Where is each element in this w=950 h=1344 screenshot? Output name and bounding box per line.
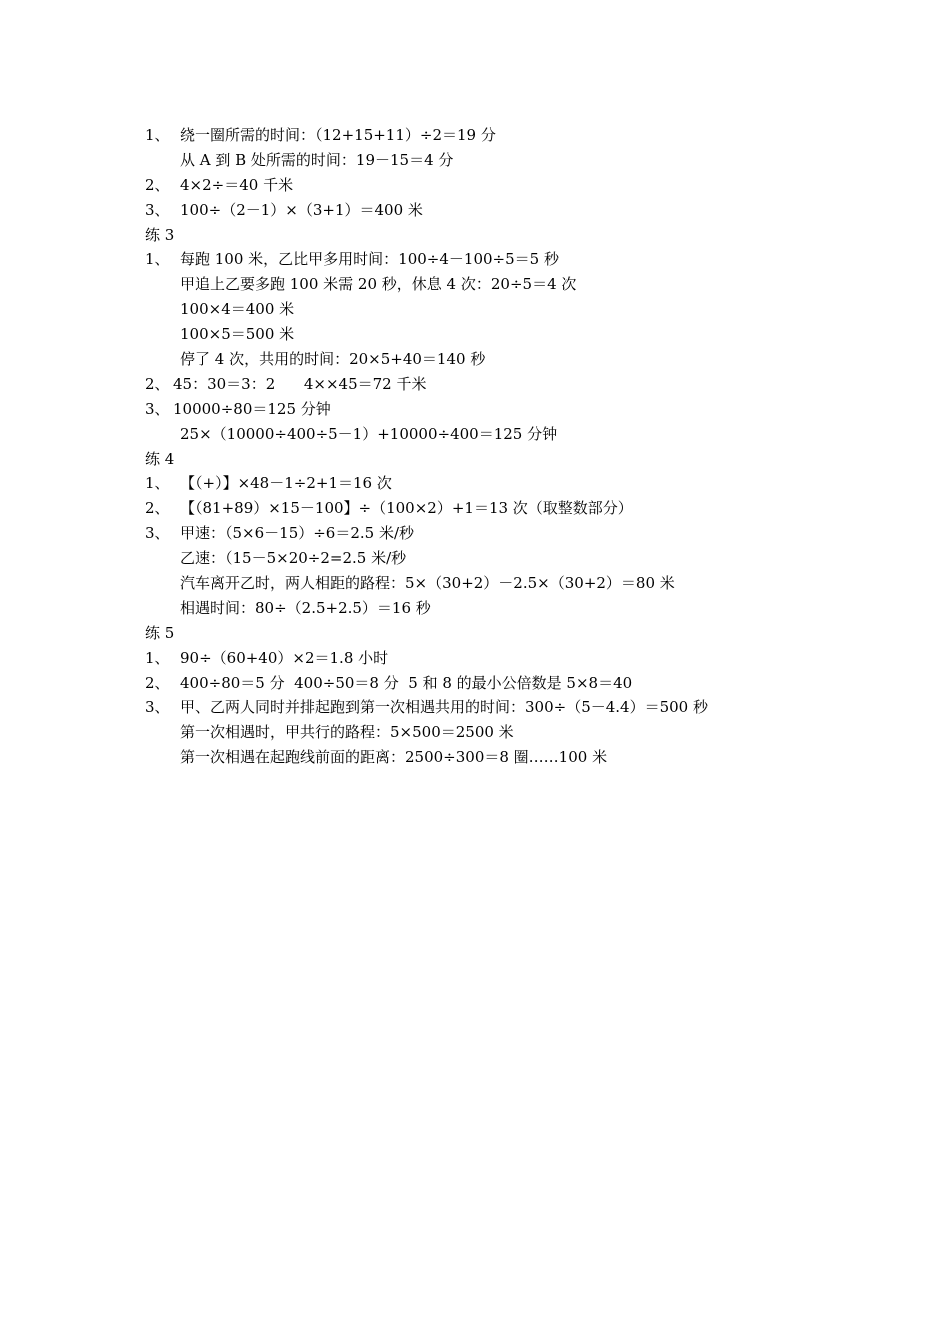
answer-text: 【（81+89）×15－100】÷（100×2）+1＝13 次（取整数部分） bbox=[180, 499, 633, 518]
answer-text: 4×2÷＝40 千米 bbox=[180, 175, 294, 194]
section-heading: 练 4 bbox=[145, 449, 175, 468]
answer-text: 第一次相遇时，甲共行的路程：5×500＝2500 米 bbox=[180, 723, 514, 742]
answer-line bbox=[145, 198, 865, 223]
section-heading: 练 5 bbox=[145, 623, 175, 642]
answer-text: 每跑 100 米，乙比甲多用时间：100÷4－100÷5＝5 秒 bbox=[180, 250, 559, 269]
answer-continuation bbox=[145, 297, 865, 322]
answer-continuation bbox=[145, 571, 865, 596]
item-number: 3、 bbox=[145, 399, 170, 418]
answer-text: 100÷（2－1）×（3+1）＝400 米 bbox=[180, 200, 423, 219]
item-number: 2、 bbox=[145, 673, 170, 692]
answer-line bbox=[145, 173, 865, 198]
answer-text: 100×5＝500 米 bbox=[180, 325, 295, 344]
answer-text: 100×4＝400 米 bbox=[180, 300, 295, 319]
answer-text: 甲速：（5×6－15）÷6＝2.5 米/秒 bbox=[180, 524, 415, 543]
answer-continuation bbox=[145, 148, 865, 173]
answer-line bbox=[145, 471, 865, 496]
answer-text: 90÷（60+40）×2＝1.8 小时 bbox=[180, 648, 389, 667]
answer-line bbox=[145, 646, 865, 671]
answer-list bbox=[145, 123, 865, 770]
answer-text: 第一次相遇在起跑线前面的距离：2500÷300＝8 圈……100 米 bbox=[180, 748, 608, 767]
item-number: 3、 bbox=[145, 200, 170, 219]
answer-text: 甲、乙两人同时并排起跑到第一次相遇共用的时间：300÷（5－4.4）＝500 秒 bbox=[180, 698, 708, 717]
item-number: 1、 bbox=[145, 648, 170, 667]
answer-line bbox=[145, 123, 865, 148]
answer-text: 停了 4 次，共用的时间：20×5+40＝140 秒 bbox=[180, 350, 486, 369]
answer-line bbox=[145, 671, 865, 696]
answer-text: 绕一圈所需的时间：（12+15+11）÷2＝19 分 bbox=[180, 126, 496, 144]
item-number: 3、 bbox=[145, 524, 170, 543]
answer-continuation bbox=[145, 322, 865, 347]
section-heading: 练 3 bbox=[145, 225, 175, 244]
answer-text: 从 A 到 B 处所需的时间：19－15＝4 分 bbox=[180, 150, 454, 169]
answer-text: 400÷80＝5 分 400÷50＝8 分 5 和 8 的最小公倍数是 5×8＝40 bbox=[180, 673, 633, 692]
answer-line bbox=[145, 496, 865, 521]
answer-continuation bbox=[145, 745, 865, 770]
item-number: 1、 bbox=[145, 126, 170, 144]
answer-line bbox=[145, 372, 865, 397]
answer-text: 甲追上乙要多跑 100 米需 20 秒，休息 4 次：20÷5＝4 次 bbox=[180, 275, 577, 294]
answer-continuation bbox=[145, 546, 865, 571]
answer-text: 乙速：（15－5×20÷2=2.5 米/秒 bbox=[180, 549, 407, 568]
answer-continuation bbox=[145, 272, 865, 297]
answer-line bbox=[145, 521, 865, 546]
answer-text: 汽车离开乙时，两人相距的路程：5×（30+2）－2.5×（30+2）＝80 米 bbox=[180, 574, 675, 593]
answer-continuation bbox=[145, 720, 865, 745]
item-number: 2、 bbox=[145, 499, 170, 518]
answer-text: 25×（10000÷400÷5－1）+10000÷400＝125 分钟 bbox=[180, 424, 558, 443]
answer-continuation bbox=[145, 347, 865, 372]
answer-text: 相遇时间：80÷（2.5+2.5）＝16 秒 bbox=[180, 598, 431, 617]
answer-continuation bbox=[145, 596, 865, 621]
answer-line bbox=[145, 397, 865, 422]
answer-line bbox=[145, 695, 865, 720]
answer-continuation bbox=[145, 422, 865, 447]
item-number: 2、 bbox=[145, 175, 170, 194]
answer-text: 10000÷80＝125 分钟 bbox=[173, 399, 331, 418]
item-number: 3、 bbox=[145, 698, 170, 717]
answer-text: 【（+）】×48－1÷2+1＝16 次 bbox=[180, 474, 392, 493]
item-number: 1、 bbox=[145, 250, 170, 269]
item-number: 2、 bbox=[145, 374, 170, 393]
answer-text: 45：30＝3：2 4××45＝72 千米 bbox=[173, 374, 427, 393]
answer-line bbox=[145, 247, 865, 272]
item-number: 1、 bbox=[145, 474, 170, 493]
